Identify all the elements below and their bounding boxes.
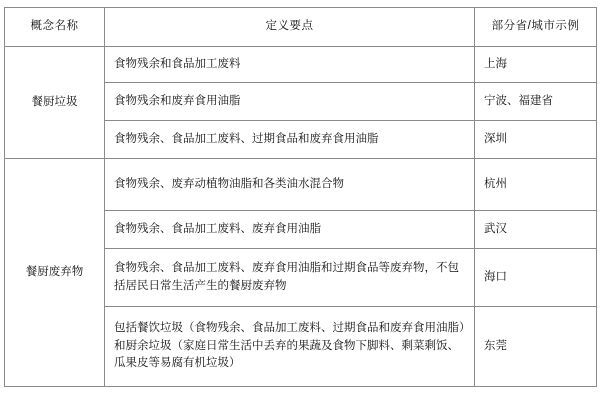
definition-table — [4, 7, 597, 387]
city-cell: 海口 — [475, 249, 597, 307]
table-row — [5, 47, 597, 83]
city-cell: 武汉 — [475, 211, 597, 249]
table-header — [5, 8, 597, 47]
concept-cell-kitchen-discards: 餐厨废弃物 — [5, 159, 105, 387]
city-cell: 上海 — [475, 47, 597, 83]
city-cell: 宁波、福建省 — [475, 83, 597, 121]
column-header-concept: 概念名称 — [5, 8, 105, 47]
city-cell: 东莞 — [475, 307, 597, 387]
definition-cell: 食物残余和食品加工废料 — [105, 47, 475, 83]
table-row — [5, 159, 597, 211]
column-header-definition: 定义要点 — [105, 8, 475, 47]
definition-cell: 食物残余、食品加工废料、过期食品和废弃食用油脂 — [105, 121, 475, 159]
definition-cell: 食物残余和废弃食用油脂 — [105, 83, 475, 121]
column-header-city: 部分省/城市示例 — [475, 8, 597, 47]
definition-cell: 包括餐饮垃圾（食物残余、食品加工废料、过期食品和废弃食用油脂）和厨余垃圾（家庭日常生活中丢弃的果蔬及食物下脚料、剩菜剩饭、瓜果皮等易腐有机垃圾） — [105, 307, 475, 387]
definition-cell: 食物残余、食品加工废料、废弃食用油脂和过期食品等废弃物，不包括居民日常生活产生的餐厨废弃物 — [105, 249, 475, 307]
city-cell: 深圳 — [475, 121, 597, 159]
concept-cell-kitchen-waste: 餐厨垃圾 — [5, 47, 105, 159]
definition-cell: 食物残余、废弃动植物油脂和各类油水混合物 — [105, 159, 475, 211]
table-body — [5, 47, 597, 387]
city-cell: 杭州 — [475, 159, 597, 211]
table-header-row — [5, 8, 597, 47]
definition-cell: 食物残余、食品加工废料、废弃食用油脂 — [105, 211, 475, 249]
